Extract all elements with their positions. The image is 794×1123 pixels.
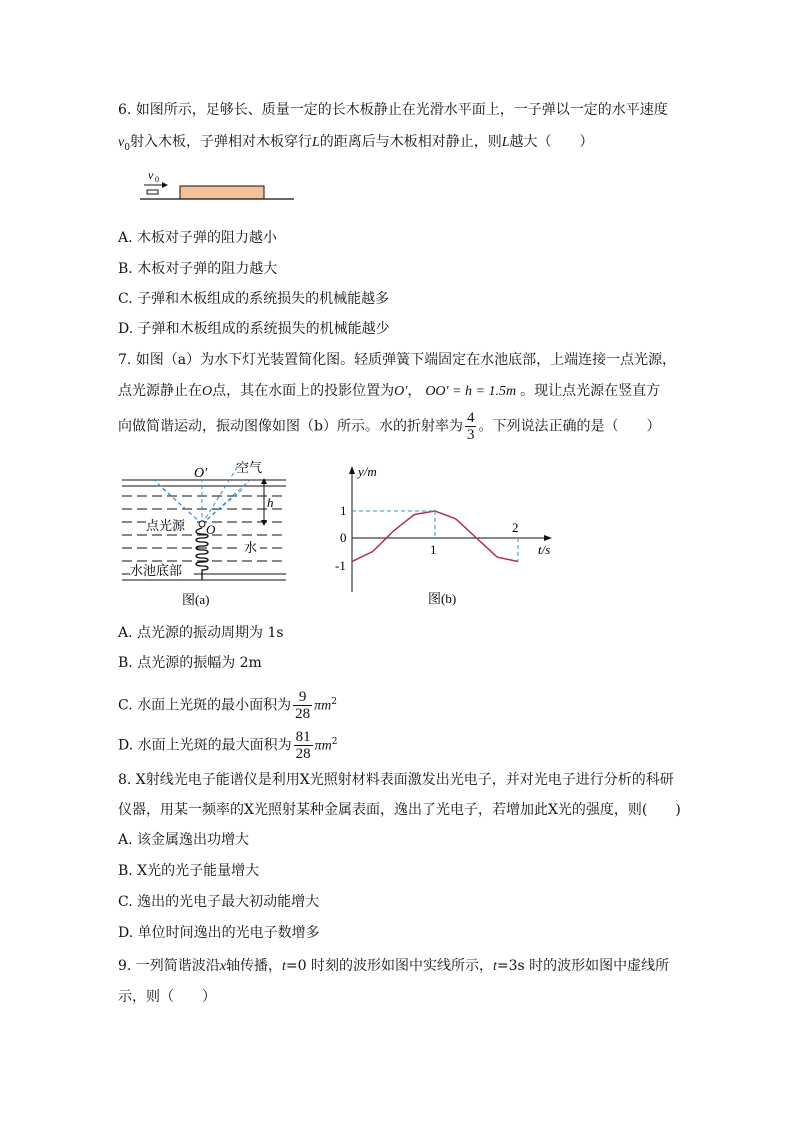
q6-option-d: D. 子弹和木板组成的系统损失的机械能越少 [118, 321, 390, 337]
q7-option-a: A. 点光源的振动周期为 1s [118, 625, 284, 641]
var-L: L [501, 135, 510, 150]
var-L: L [311, 135, 320, 150]
frac-den: 3 [466, 427, 475, 443]
sup-2: 2 [331, 736, 338, 747]
y-axis-label: y/m [358, 464, 377, 479]
label-h: h [267, 495, 274, 510]
h-arrow-down-icon [261, 520, 267, 526]
q8-option-a: A. 该金属逸出功增大 [118, 832, 250, 848]
opt-c-text: C. 水面上光斑的最小面积为 [118, 697, 292, 714]
wood-board [180, 186, 264, 199]
opt-c-unit: πm [314, 698, 332, 714]
sub-0: 0 [124, 142, 130, 153]
q8-stem-line1: 8. X射线光电子能谱仪是利用X光照射材料表面激发出光电子，并对光电子进行分析的科研 [118, 772, 674, 788]
label-light-source: 点光源 [146, 518, 186, 533]
var-O: O [202, 384, 213, 399]
q7-stem-line2 [118, 381, 660, 402]
fraction-4-3 [465, 410, 477, 443]
frac-num: 81 [295, 729, 311, 745]
q9-stem-line1 [118, 956, 669, 977]
q7-text-b: 点，其在水面上的投影位置为 [212, 383, 395, 399]
var-v: v [118, 135, 125, 150]
frac-num: 9 [293, 689, 312, 706]
label-air: 空气 [236, 460, 263, 475]
q6-text-b: 的距离后与木板相对静止，则 [319, 134, 502, 150]
var-t: t [282, 959, 286, 974]
var-x: x [219, 959, 227, 974]
y-axis-arrow-icon [349, 466, 355, 474]
q7-stem-line3 [118, 410, 660, 443]
arrow-head-icon [162, 182, 168, 188]
light-source-point [199, 521, 205, 527]
q8-option-c: C. 逸出的光电子最大初动能增大 [118, 894, 320, 910]
y-tick-0: 0 [340, 530, 347, 545]
q7-option-b: B. 点光源的振幅为 2m [118, 655, 262, 671]
q6-text-a: 射入木板，子弹相对木板穿行 [129, 134, 312, 150]
caption-fig-a: 图(a) [182, 592, 210, 607]
q7-option-c [118, 689, 337, 722]
frac-num: 4 [466, 410, 475, 426]
q7-equation: OO′ = h = 1.5m [425, 384, 517, 399]
q7-text-f: 。下列说法正确的是（ ） [478, 418, 661, 435]
q9-text-c: =0 时刻的波形如图中实线所示， [285, 958, 494, 974]
fraction-81-28 [294, 729, 313, 762]
q7-text-e: 向做简谐运动，振动图像如图（b）所示。水的折射率为 [118, 418, 463, 435]
fig-label-v: v [148, 168, 154, 182]
q8-option-d: D. 单位时间逸出的光电子数增多 [118, 925, 320, 941]
frac-den: 28 [295, 706, 311, 722]
var-t: t [493, 959, 497, 974]
x-tick-2: 2 [512, 520, 519, 535]
q7-text-d: 。现让点光源在竖直方 [520, 383, 661, 399]
q9-text-a: 9. 一列简谐波沿 [118, 958, 220, 974]
frac-den: 28 [295, 746, 311, 762]
q9-text-b: 轴传播， [226, 958, 283, 974]
q6-option-b: B. 木板对子弹的阻力越大 [118, 261, 278, 277]
x-tick-1: 1 [430, 542, 437, 557]
y-tick-1: 1 [340, 503, 347, 518]
x-axis-arrow-icon [544, 535, 552, 541]
label-O: O [206, 522, 216, 537]
q6-stem-line2 [118, 132, 594, 158]
q6-stem-line1: 6. 如图所示，足够长、质量一定的长木板静止在光滑水平面上，一子弹以一定的水平速度 [118, 102, 668, 118]
opt-d-unit: πm [314, 738, 332, 754]
q6-text-c: 越大（ ） [509, 134, 594, 150]
q7-stem-line1: 7. 如图（a）为水下灯光装置简化图。轻质弹簧下端固定在水池底部，上端连接一点光源， [118, 352, 677, 368]
q8-stem-line2: 仪器，用某一频率的X光照射某种金属表面，逸出了光电子，若增加此X光的强度，则( ) [118, 802, 681, 818]
y-tick-neg1: -1 [335, 558, 346, 573]
q7-text-a: 点光源静止在 [118, 383, 202, 399]
fig-label-sub: 0 [155, 175, 159, 184]
label-water: 水 [244, 540, 258, 555]
opt-d-text: D. 水面上光斑的最大面积为 [118, 737, 292, 754]
q8-option-b: B. X光的光子能量增大 [118, 863, 260, 879]
q9-stem-line2: 示，则（ ） [118, 989, 216, 1005]
var-O-prime: O′ [394, 384, 408, 399]
caption-fig-b: 图(b) [428, 591, 457, 606]
x-axis-label: t/s [538, 542, 551, 557]
sup-2: 2 [331, 696, 337, 707]
label-pool-bottom: 水池底部 [130, 563, 183, 578]
q7-figure-a [118, 458, 298, 608]
q9-text-d: =3s 时的波形如图中虚线所 [496, 958, 670, 974]
q6-option-c: C. 子弹和木板组成的系统损失的机械能越多 [118, 291, 390, 307]
q7-option-d [118, 729, 338, 762]
h-arrow-up-icon [261, 478, 267, 484]
fraction-9-28 [293, 689, 312, 722]
q6-figure [140, 165, 300, 207]
q6-option-a: A. 木板对子弹的阻力越小 [118, 230, 278, 246]
q7-text-c: ， [407, 383, 422, 399]
bullet [147, 190, 158, 194]
label-O-prime: O′ [194, 466, 208, 481]
q7-figure-b-chart [330, 462, 570, 608]
